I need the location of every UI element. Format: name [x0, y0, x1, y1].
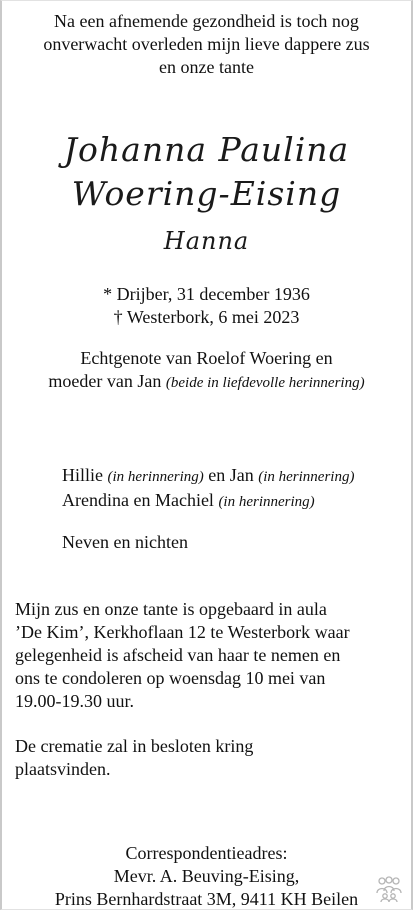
- family-row-1-note-1: (in herinnering): [107, 469, 204, 485]
- deceased-name-line-2: Woering-Eising: [71, 174, 342, 213]
- cremation-line-1: De crematie zal in besloten kring: [15, 736, 254, 756]
- family-row-1-name: Hillie: [62, 465, 108, 485]
- correspondence-street: Prins Bernhardstraat 3M, 9411 KH Beilen: [54, 889, 359, 909]
- nephews-line: [62, 531, 402, 554]
- spouse-line-2: [0, 370, 413, 395]
- intro-line-3: en onze tante: [159, 57, 254, 77]
- family-row-1-note-2: (in herinnering): [258, 469, 355, 485]
- death-line: † Westerbork, 6 mei 2023: [113, 307, 300, 327]
- dates: [0, 283, 413, 329]
- deceased-name-line-1: Johanna Paulina: [63, 130, 350, 169]
- deceased-call-name: Hanna: [163, 227, 250, 255]
- spouse-line-2-main: moeder van Jan: [48, 371, 166, 391]
- intro-line-2: onverwacht overleden mijn lieve dappere zus: [43, 34, 370, 54]
- spouse-line-2-note: (beide in liefdevolle herinnering): [165, 375, 365, 391]
- family-row-1-mid: en Jan: [203, 465, 259, 485]
- viewing-line-1: Mijn zus en onze tante is opgebaard in aula: [15, 599, 327, 619]
- family-list: [62, 464, 412, 514]
- correspondence-label: Correspondentieadres:: [125, 843, 288, 863]
- correspondence-name: Mevr. A. Beuving-Eising,: [113, 866, 300, 886]
- family-row-2: [62, 489, 412, 514]
- intro-line-1: Na een afnemende gezondheid is toch nog: [54, 11, 359, 31]
- intro-text: [0, 10, 413, 79]
- viewing-paragraph: [15, 598, 405, 713]
- viewing-line-5: 19.00-19.30 uur.: [15, 691, 134, 711]
- viewing-line-3: gelegenheid is afscheid van haar te nemen en: [15, 645, 341, 665]
- family-row-2-note: (in herinnering): [218, 494, 315, 510]
- people-group-icon: [374, 876, 404, 902]
- family-row-1: [62, 464, 412, 489]
- spouse-line-1: Echtgenote van Roelof Woering en: [80, 348, 333, 368]
- cremation-line-2: plaatsvinden.: [15, 759, 111, 779]
- viewing-line-2: ’De Kim’, Kerkhoflaan 12 te Westerbork waar: [15, 622, 350, 642]
- spouse-info: [0, 347, 413, 395]
- birth-line: * Drijber, 31 december 1936: [103, 284, 310, 304]
- correspondence-address: [0, 842, 413, 911]
- cremation-paragraph: [15, 735, 405, 781]
- nephews-text: Neven en nichten: [62, 532, 188, 552]
- viewing-line-4: ons te condoleren op woensdag 10 mei van: [15, 668, 326, 688]
- family-row-2-name: Arendina en Machiel: [62, 490, 219, 510]
